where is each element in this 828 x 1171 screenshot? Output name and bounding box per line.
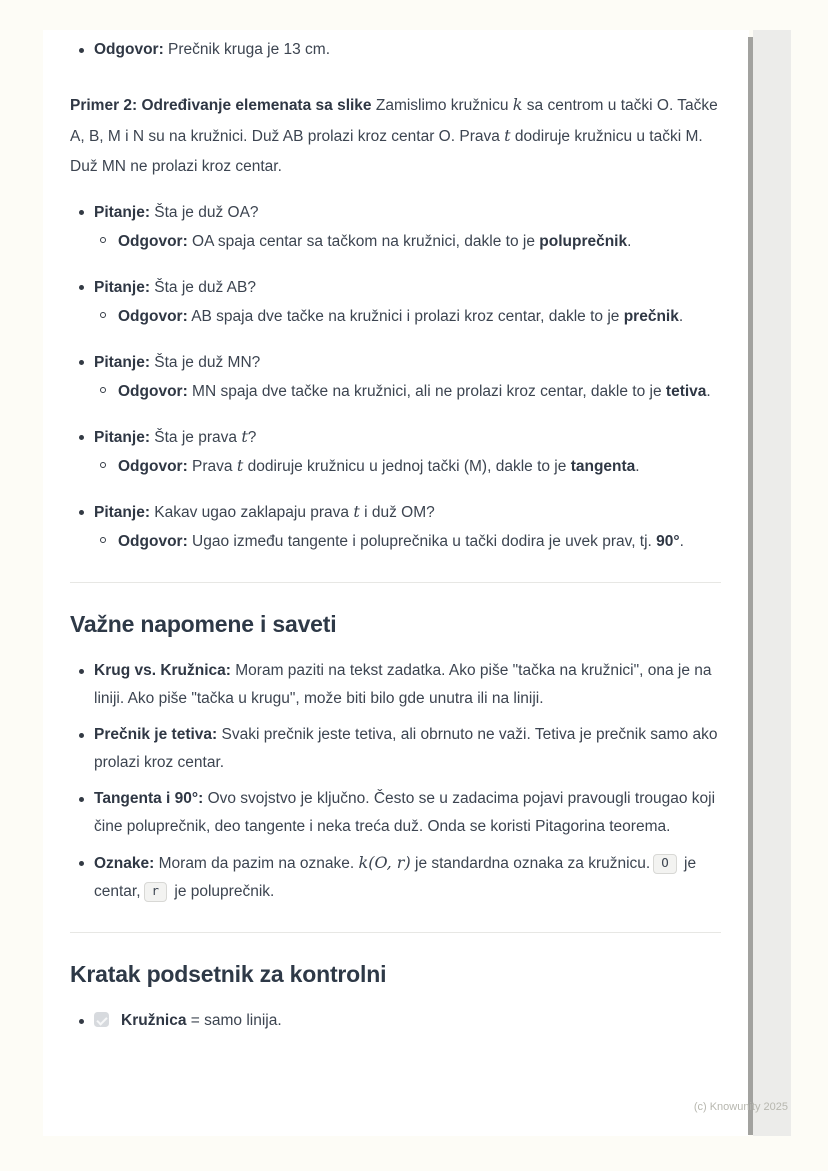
answer-text: . (706, 383, 711, 400)
answer-term: tangenta (570, 458, 636, 475)
code-chip-r: r (144, 882, 168, 902)
code-chip-O: O (653, 854, 677, 874)
question-text: i duž OM? (359, 504, 435, 521)
answer-text: . (678, 308, 684, 325)
section-divider (70, 932, 721, 933)
note-item (70, 849, 721, 906)
answer-label: Odgovor: (118, 308, 188, 325)
primer-text: Zamislimo kružnicu (371, 97, 513, 114)
checklist-term: Kružnica (121, 1012, 187, 1029)
checkbox-checked-icon[interactable] (94, 1012, 109, 1027)
note-label: Krug vs. Kružnica: (94, 662, 231, 679)
qa-answer (94, 302, 721, 331)
qa-list (70, 198, 721, 556)
qa-item (70, 498, 721, 556)
checklist (70, 1007, 721, 1035)
note-item (70, 785, 721, 841)
watermark: (c) Knowunity 2025 (693, 1101, 788, 1113)
primer-text: sa centrom u tački O. Tačke A, B, M i N su na kružnici. Duž AB prolazi kroz centar O. Prava (70, 97, 718, 145)
qa-item (70, 198, 721, 256)
qa-answer (94, 452, 721, 481)
section-heading-napomene: Važne napomene i saveti (70, 611, 337, 637)
qa-item (70, 348, 721, 406)
answer-text: MN spaja dve tačke na kružnici, ali ne prolazi kroz centar, dakle to je (187, 383, 666, 400)
primer-text: dodiruje kružnicu u tački M. Duž MN ne prolazi kroz centar. (70, 128, 703, 175)
question-text: Šta je duž MN? (149, 354, 261, 371)
intro-answer-list (70, 36, 721, 64)
scrollbar-track[interactable] (753, 30, 791, 1136)
answer-label: Odgovor: (118, 383, 188, 400)
question-text: Kakav ugao zaklapaju prava (149, 504, 354, 521)
answer-text: Ugao između tangente i poluprečnika u tački dodira je uvek prav, tj. (187, 533, 657, 550)
question-text: Šta je duž AB? (149, 279, 256, 296)
list-item (70, 36, 721, 64)
question-label: Pitanje: (94, 204, 150, 221)
answer-sublist (94, 452, 721, 481)
note-label: Tangenta i 90°: (94, 790, 204, 807)
primer-title: Primer 2: Određivanje elemenata sa slike (70, 97, 372, 114)
answer-label: Odgovor: (118, 458, 188, 475)
qa-item (70, 273, 721, 331)
scrollbar-thumb[interactable] (748, 37, 753, 1135)
answer-term: tetiva (665, 383, 707, 400)
note-item (70, 721, 721, 777)
note-text: Moram da pazim na oznake. (154, 855, 359, 872)
checklist-item (70, 1007, 721, 1035)
question-text: ? (247, 429, 257, 446)
note-text: Moram paziti na tekst zadatka. Ako piše "tačka na kružnici", ona je na liniji. Ako piše "tačka u krugu", može biti bilo gde unutra ili na liniji. (94, 662, 712, 707)
answer-text: OA spaja centar sa tačkom na kružnici, dakle to je (187, 233, 540, 250)
note-label: Prečnik je tetiva: (94, 726, 218, 743)
note-text: je standardna oznaka za kružnicu. (410, 855, 651, 872)
qa-answer (94, 227, 721, 256)
notes-list (70, 657, 721, 906)
answer-text: . (679, 533, 684, 550)
answer-term: 90° (656, 533, 680, 550)
note-text: Ovo svojstvo je ključno. Često se u zadacima pojavi pravougli trougao koji čine poluprečnik, deo tangente i neka treća duž. Onda se koristi Pitagorina teorema. (94, 790, 716, 835)
question-label: Pitanje: (94, 279, 150, 296)
answer-sublist (94, 227, 721, 256)
section-heading-podsetnik: Kratak podsetnik za kontrolni (70, 961, 387, 987)
note-text: Svaki prečnik jeste tetiva, ali obrnuto ne važi. Tetiva je prečnik samo ako prolazi kroz centar. (94, 726, 718, 771)
answer-text: Prava (187, 458, 237, 475)
qa-item (70, 423, 721, 481)
math-k: k (512, 95, 523, 114)
math-t: t (353, 502, 360, 521)
question-label: Pitanje: (94, 354, 150, 371)
math-kor: k(O, r) (358, 853, 411, 872)
note-text: je poluprečnik. (170, 883, 275, 900)
answer-label: Odgovor: (118, 233, 188, 250)
answer-label: Odgovor: (94, 41, 164, 58)
qa-answer (94, 377, 721, 406)
answer-sublist (94, 377, 721, 406)
answer-label: Odgovor: (118, 533, 188, 550)
document-page (43, 30, 749, 1136)
answer-text: AB spaja dve tačke na kružnici i prolazi kroz centar, dakle to je (187, 308, 624, 325)
answer-text: . (635, 458, 640, 475)
note-text: je centar, (94, 855, 697, 900)
math-t: t (241, 427, 248, 446)
primer-paragraph (70, 90, 721, 182)
note-label: Oznake: (94, 855, 155, 872)
answer-text: Prečnik kruga je 13 cm. (163, 41, 331, 58)
question-label: Pitanje: (94, 504, 150, 521)
note-item (70, 657, 721, 713)
math-t: t (236, 456, 244, 475)
qa-answer (94, 527, 721, 556)
section-divider (70, 582, 721, 583)
answer-text: dodiruje kružnicu u jednoj tački (M), dakle to je (243, 458, 571, 475)
answer-text: . (627, 233, 632, 250)
question-label: Pitanje: (94, 429, 150, 446)
answer-sublist (94, 302, 721, 331)
answer-term: poluprečnik (539, 233, 628, 250)
question-text: Šta je duž OA? (149, 204, 259, 221)
checklist-text: = samo linija. (186, 1012, 282, 1029)
question-text: Šta je prava (149, 429, 242, 446)
answer-term: prečnik (623, 308, 679, 325)
math-t: t (504, 126, 511, 145)
answer-sublist (94, 527, 721, 556)
